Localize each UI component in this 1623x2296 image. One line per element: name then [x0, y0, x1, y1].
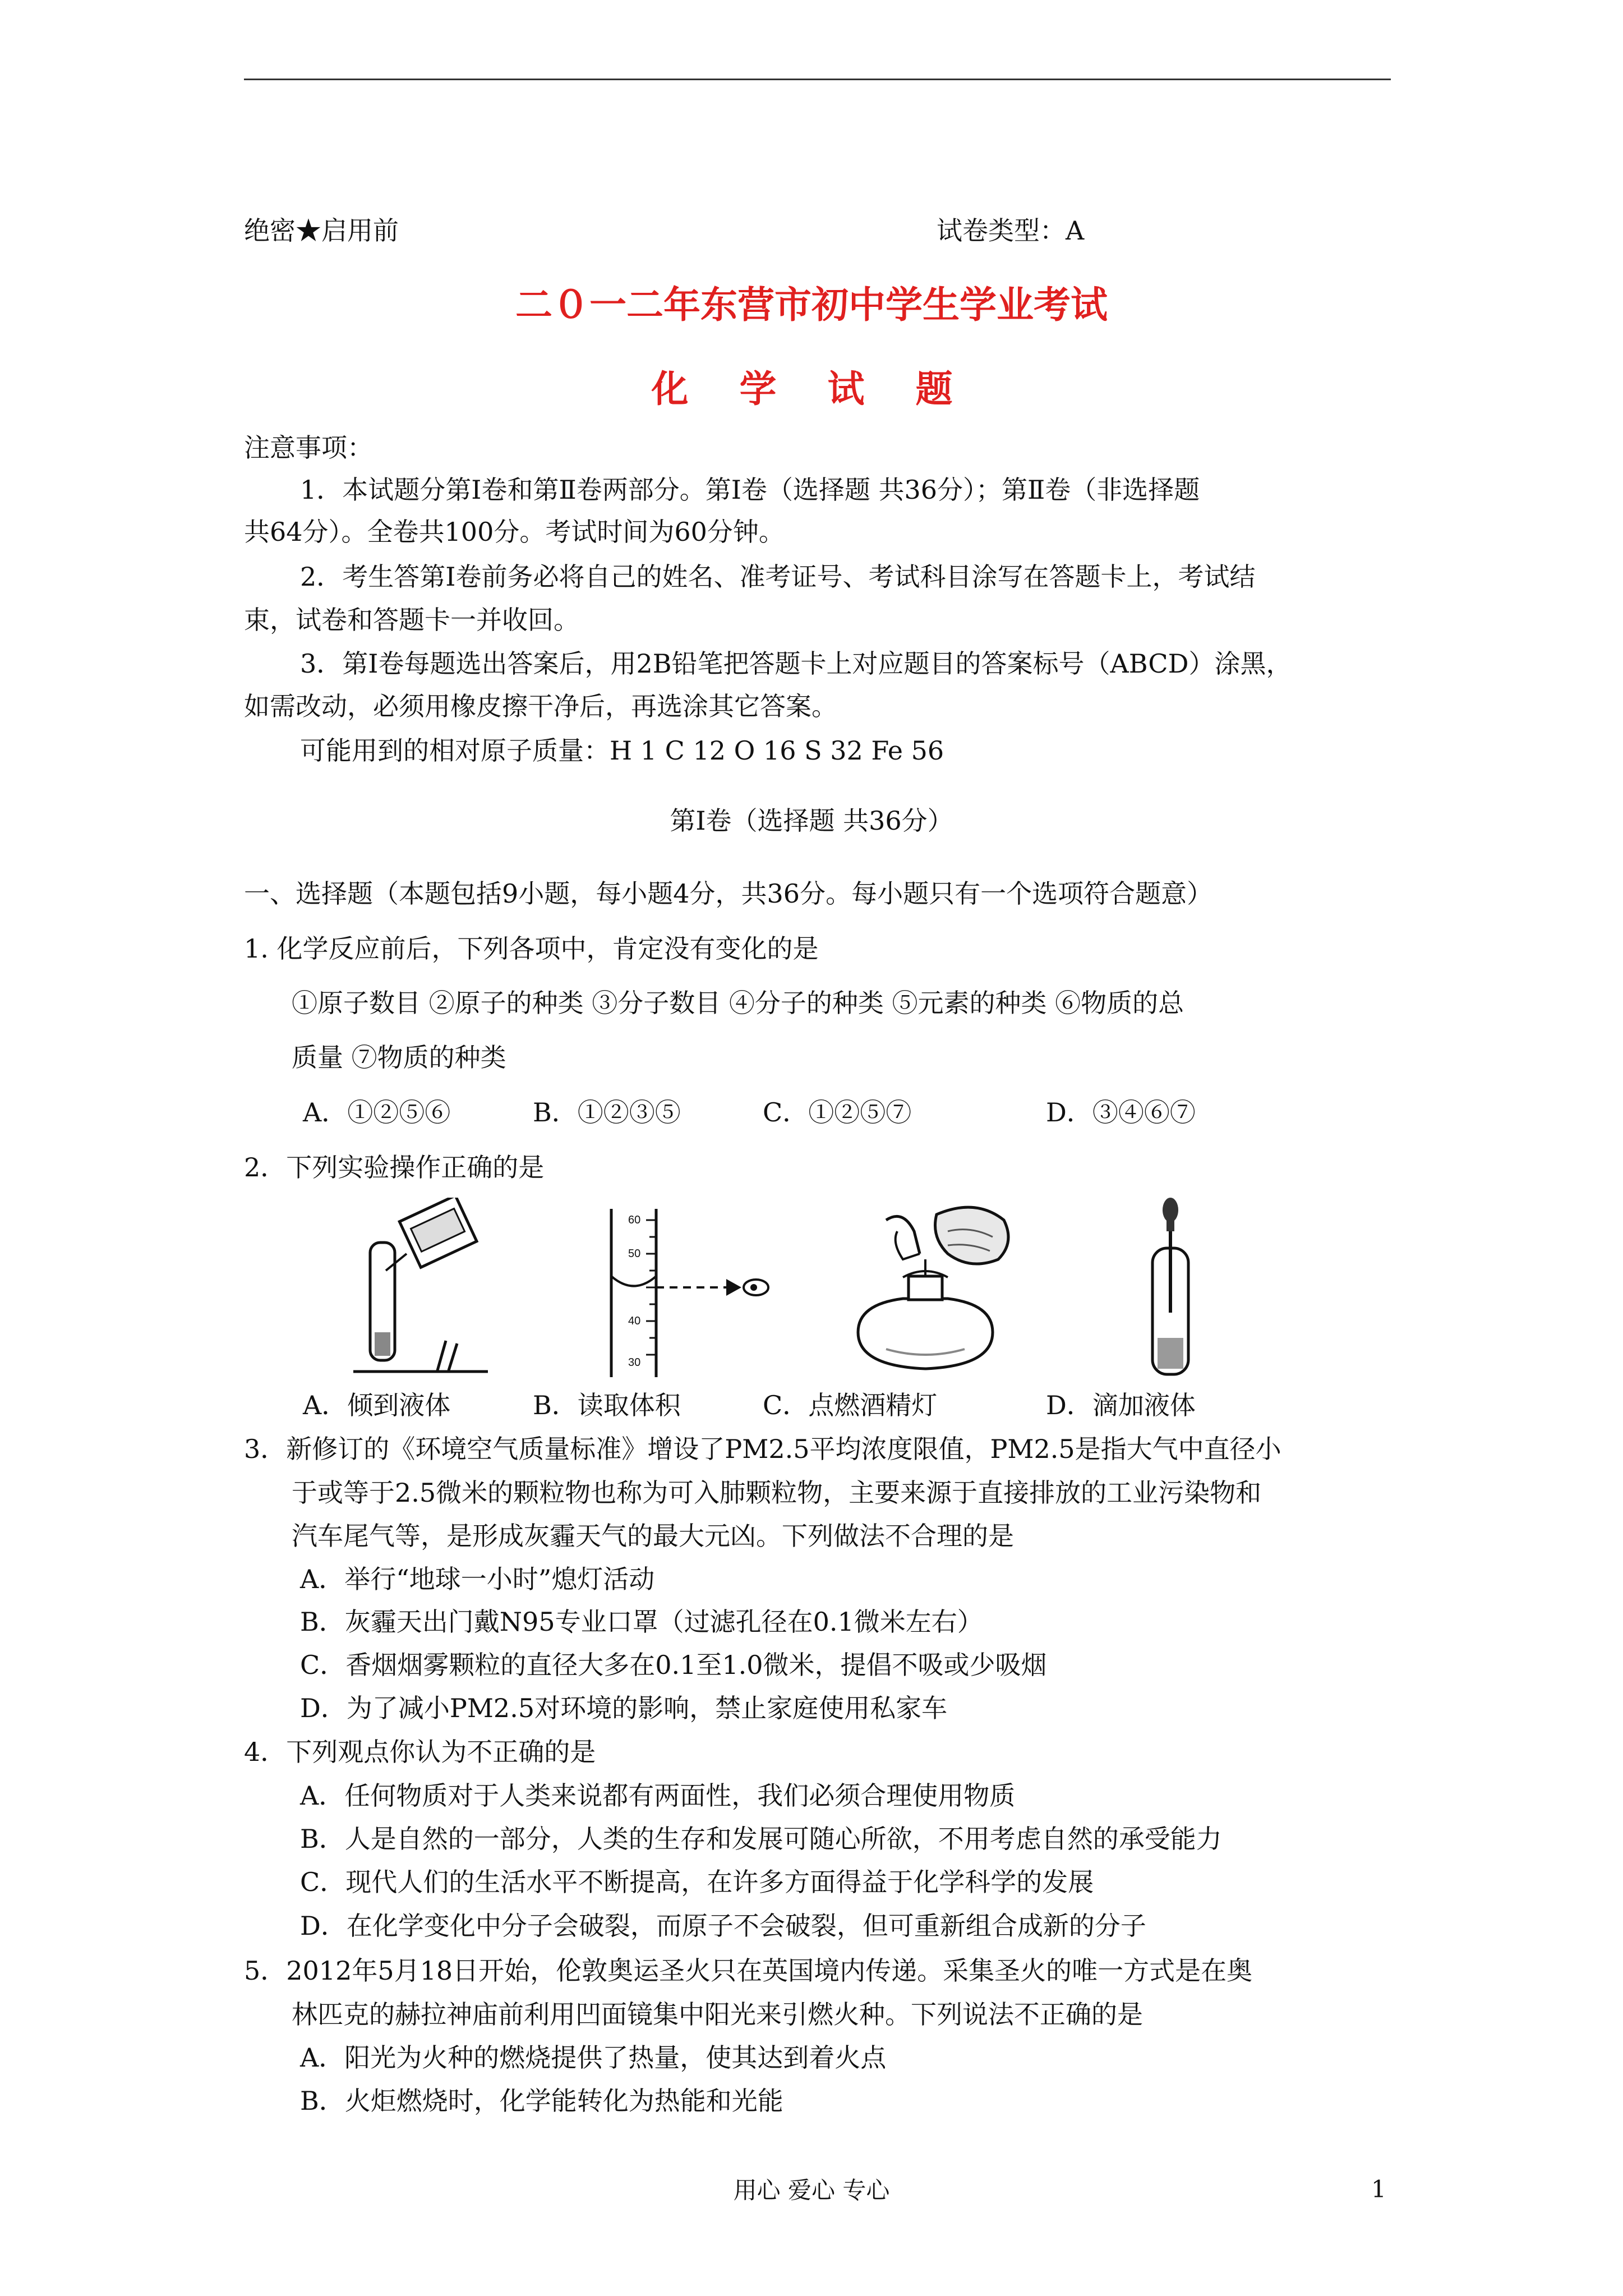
q4-option-c: C．现代人们的生活水平不断提高，在许多方面得益于化学科学的发展 [300, 1867, 1094, 1897]
q2-option-d: D．滴加液体 [1046, 1390, 1196, 1420]
paper-type-label: 试卷类型：A [937, 215, 1085, 246]
notice-line: 共64分）。全卷共100分。考试时间为60分钟。 [244, 517, 785, 547]
notice-line: 2．考生答第Ⅰ卷前务必将自己的姓名、准考证号、考试科目涂写在答题卡上，考试结 [300, 562, 1256, 592]
notice-line: 束，试卷和答题卡一并收回。 [244, 605, 579, 635]
pouring-liquid-illustration [348, 1198, 494, 1383]
measuring-cylinder-illustration [594, 1198, 780, 1383]
cylinder-tick-label: 30 [628, 1356, 641, 1369]
cylinder-tick-label: 50 [628, 1248, 641, 1260]
q2-option-c: C．点燃酒精灯 [763, 1390, 938, 1420]
q3-option-a: A．举行“地球一小时”熄灯活动 [300, 1564, 655, 1594]
notice-heading: 注意事项： [244, 432, 373, 463]
q2-stem: 2．下列实验操作正确的是 [244, 1152, 545, 1182]
notice-line: 3．第Ⅰ卷每题选出答案后，用2B铅笔把答题卡上对应题目的答案标号（ABCD）涂黑， [300, 648, 1292, 679]
q4-option-b: B．人是自然的一部分，人类的生存和发展可随心所欲，不用考虑自然的承受能力 [300, 1824, 1222, 1854]
part1-heading: 第Ⅰ卷（选择题 共36分） [670, 806, 953, 836]
alcohol-lamp-illustration [836, 1198, 1026, 1383]
notice-line: 1．本试题分第Ⅰ卷和第Ⅱ卷两部分。第Ⅰ卷（选择题 共36分）；第Ⅱ卷（非选择题 [300, 475, 1200, 505]
q4-stem: 4．下列观点你认为不正确的是 [244, 1737, 596, 1767]
header-rule [244, 79, 1391, 80]
q5-option-a: A．阳光为火种的燃烧提供了热量，使其达到着火点 [300, 2042, 887, 2073]
q1-option-a: A．①②⑤⑥ [303, 1097, 451, 1128]
q3-stem-line: 于或等于2.5微米的颗粒物也称为可入肺颗粒物，主要来源于直接排放的工业污染物和 [292, 1478, 1262, 1508]
cylinder-tick-label: 40 [628, 1315, 641, 1327]
q4-option-d: D．在化学变化中分子会破裂，而原子不会破裂，但可重新组合成新的分子 [300, 1911, 1146, 1941]
q2-option-b: B．读取体积 [533, 1390, 681, 1420]
q3-stem-line: 汽车尾气等，是形成灰霾天气的最大元凶。下列做法不合理的是 [292, 1521, 1014, 1551]
q3-option-b: B．灰霾天出门戴N95专业口罩（过滤孔径在0.1微米左右） [300, 1607, 983, 1637]
q2-option-a: A．倾到液体 [303, 1390, 451, 1420]
dropper-illustration [1122, 1198, 1234, 1383]
q4-option-a: A．任何物质对于人类来说都有两面性，我们必须合理使用物质 [300, 1780, 1016, 1811]
secret-label: 绝密★启用前 [244, 215, 399, 246]
q1-option-d: D．③④⑥⑦ [1046, 1097, 1196, 1128]
q5-option-b: B．火炬燃烧时，化学能转化为热能和光能 [300, 2086, 783, 2116]
section-heading: 一、选择题（本题包括9小题，每小题4分，共36分。每小题只有一个选项符合题意） [244, 878, 1213, 909]
atomic-mass-line: 可能用到的相对原子质量：H 1 C 12 O 16 S 32 Fe 56 [300, 735, 944, 766]
q1-items: 质量 ⑦物质的种类 [292, 1042, 506, 1073]
notice-line: 如需改动，必须用橡皮擦干净后，再选涂其它答案。 [244, 691, 837, 721]
page-number: 1 [1371, 2175, 1386, 2203]
q3-stem-line: 3．新修订的《环境空气质量标准》增设了PM2.5平均浓度限值，PM2.5是指大气中直径小 [244, 1434, 1281, 1464]
q3-option-d: D．为了减小PM2.5对环境的影响，禁止家庭使用私家车 [300, 1693, 948, 1723]
q1-option-b: B．①②③⑤ [533, 1097, 681, 1128]
cylinder-tick-label: 60 [628, 1214, 641, 1226]
q1-stem: 1. 化学反应前后，下列各项中，肯定没有变化的是 [244, 933, 819, 964]
q2-figures [314, 1198, 1301, 1383]
q5-stem-line: 林匹克的赫拉神庙前利用凹面镜集中阳光来引燃火种。下列说法不正确的是 [292, 1999, 1143, 2030]
q1-option-c: C．①②⑤⑦ [763, 1097, 912, 1128]
q5-stem-line: 5．2012年5月18日开始，伦敦奥运圣火只在英国境内传递。采集圣火的唯一方式是在奥 [244, 1955, 1253, 1986]
q3-option-c: C．香烟烟雾颗粒的直径大多在0.1至1.0微米，提倡不吸或少吸烟 [300, 1650, 1047, 1680]
exam-subtitle: 化 学 试 题 [651, 367, 972, 411]
q1-items: ①原子数目 ②原子的种类 ③分子数目 ④分子的种类 ⑤元素的种类 ⑥物质的总 [292, 988, 1184, 1018]
exam-title: 二０一二年东营市初中学生学业考试 [515, 283, 1108, 326]
footer-motto: 用心 爱心 专心 [733, 2177, 890, 2204]
